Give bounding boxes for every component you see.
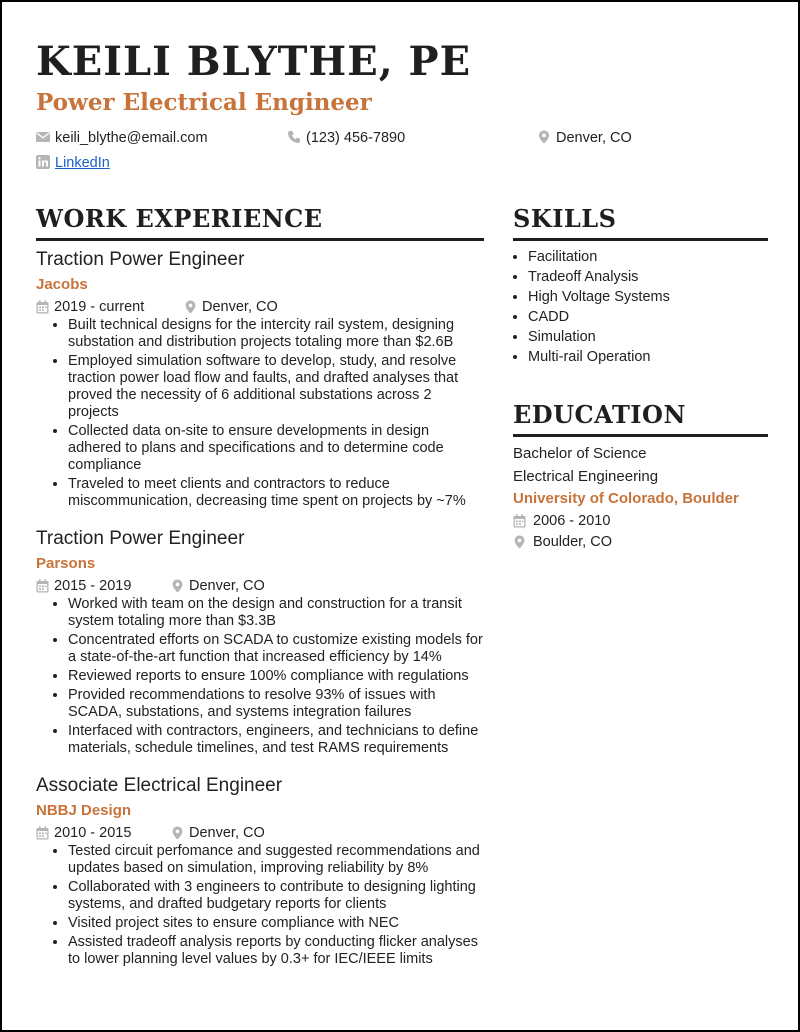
candidate-name: KEILI BLYTHE, PE	[36, 38, 472, 85]
linkedin-icon	[36, 155, 50, 169]
list-item: • Interfaced with contractors, engineers, and technicians to define materials, schedule timelines, and test RAMS requirements	[68, 723, 484, 757]
list-item: • Worked with team on the design and construction for a transit system totaling more than $3.3B	[68, 596, 484, 630]
list-item: • Collected data on-site to ensure developments in design adhered to plans and specifications and to determine code compliance	[68, 423, 484, 474]
calendar-icon	[36, 579, 49, 593]
job-location-text: Denver, CO	[189, 825, 265, 841]
contact-phone	[287, 128, 405, 148]
list-item: • High Voltage Systems	[528, 287, 768, 307]
phone-icon	[287, 130, 301, 144]
education-entry	[513, 443, 768, 553]
phone-text: (123) 456-7890	[306, 130, 406, 146]
candidate-title: Power Electrical Engineer	[36, 89, 372, 116]
list-item: • Visited project sites to ensure compliance with NEC	[68, 915, 484, 932]
job-location-text: Denver, CO	[189, 578, 265, 594]
job-dates-text: 2010 - 2015	[54, 825, 132, 841]
job-entry	[36, 247, 484, 510]
map-pin-icon	[537, 130, 551, 144]
map-pin-icon	[171, 826, 184, 840]
map-pin-icon	[171, 579, 184, 593]
list-item: • Provided recommendations to resolve 93% of issues with SCADA, substations, and systems integration failures	[68, 687, 484, 721]
job-company: NBBJ Design	[36, 802, 132, 819]
degree: Bachelor of Science	[513, 445, 647, 462]
job-title: Traction Power Engineer	[36, 249, 245, 270]
email-text: keili_blythe@email.com	[55, 130, 208, 146]
contact-location	[537, 128, 632, 148]
skills-section	[513, 202, 768, 367]
calendar-icon	[36, 300, 49, 314]
contact-linkedin	[36, 153, 110, 173]
education-location	[513, 532, 768, 553]
education-section	[513, 398, 768, 553]
list-item: • Concentrated efforts on SCADA to customize existing models for a state-of-the-art function that increased efficiency by 14%	[68, 632, 484, 666]
job-dates	[36, 823, 171, 843]
calendar-icon	[36, 826, 49, 840]
job-location	[171, 823, 265, 843]
list-item: • CADD	[528, 307, 768, 327]
skills-list	[513, 247, 768, 367]
job-dates	[36, 297, 184, 317]
list-item: • Collaborated with 3 engineers to contribute to designing lighting systems, and drafted budgetary reports for clients	[68, 879, 484, 913]
job-entry	[36, 526, 484, 757]
work-experience-heading: WORK EXPERIENCE	[36, 202, 484, 241]
job-title: Traction Power Engineer	[36, 528, 245, 549]
job-dates-text: 2015 - 2019	[54, 578, 132, 594]
linkedin-link[interactable]: LinkedIn	[55, 155, 110, 171]
job-company: Jacobs	[36, 276, 88, 293]
contact-email	[36, 128, 208, 148]
list-item: • Simulation	[528, 327, 768, 347]
job-company: Parsons	[36, 555, 96, 572]
list-item: • Traveled to meet clients and contractors to reduce miscommunication, decreasing time spent on projects by ~7%	[68, 476, 484, 510]
job-meta	[36, 823, 484, 843]
education-heading: EDUCATION	[513, 398, 768, 437]
job-meta	[36, 297, 484, 317]
job-dates-text: 2019 - current	[54, 299, 145, 315]
job-location	[171, 576, 265, 596]
work-experience-section	[36, 202, 484, 970]
calendar-icon	[513, 514, 526, 528]
list-item: • Built technical designs for the intercity rail system, designing substation and distribution projects totaling more than $2.6B	[68, 317, 484, 351]
job-bullets	[36, 596, 484, 757]
job-dates	[36, 576, 171, 596]
job-location-text: Denver, CO	[202, 299, 278, 315]
list-item: • Multi-rail Operation	[528, 347, 768, 367]
job-title: Associate Electrical Engineer	[36, 775, 283, 796]
education-location-text: Boulder, CO	[533, 533, 612, 550]
job-bullets	[36, 843, 484, 968]
map-pin-icon	[513, 535, 526, 549]
location-text: Denver, CO	[556, 130, 632, 146]
job-entry	[36, 773, 484, 968]
map-pin-icon	[184, 300, 197, 314]
sidebar-column	[513, 202, 768, 553]
job-bullets	[36, 317, 484, 510]
list-item: • Facilitation	[528, 247, 768, 267]
school-name: University of Colorado, Boulder	[513, 490, 739, 507]
field-of-study: Electrical Engineering	[513, 467, 659, 485]
job-location	[184, 297, 278, 317]
list-item: • Reviewed reports to ensure 100% compliance with regulations	[68, 668, 484, 685]
list-item: • Tradeoff Analysis	[528, 267, 768, 287]
skills-heading: SKILLS	[513, 202, 768, 241]
envelope-icon	[36, 130, 50, 144]
education-dates-text: 2006 - 2010	[533, 512, 611, 529]
list-item: • Employed simulation software to develop, study, and resolve traction power load flow and faults, and drafted analyses that proved the necessity of 6 additional substations across 2 projects	[68, 353, 484, 421]
list-item: • Tested circuit perfomance and suggested recommendations and updates based on simulation, improving reliability by 8%	[68, 843, 484, 877]
education-dates	[513, 511, 768, 532]
job-meta	[36, 576, 484, 596]
list-item: • Assisted tradeoff analysis reports by conducting flicker analyses to lower planning level values by 0.3+ for IEC/IEEE limits	[68, 934, 484, 968]
